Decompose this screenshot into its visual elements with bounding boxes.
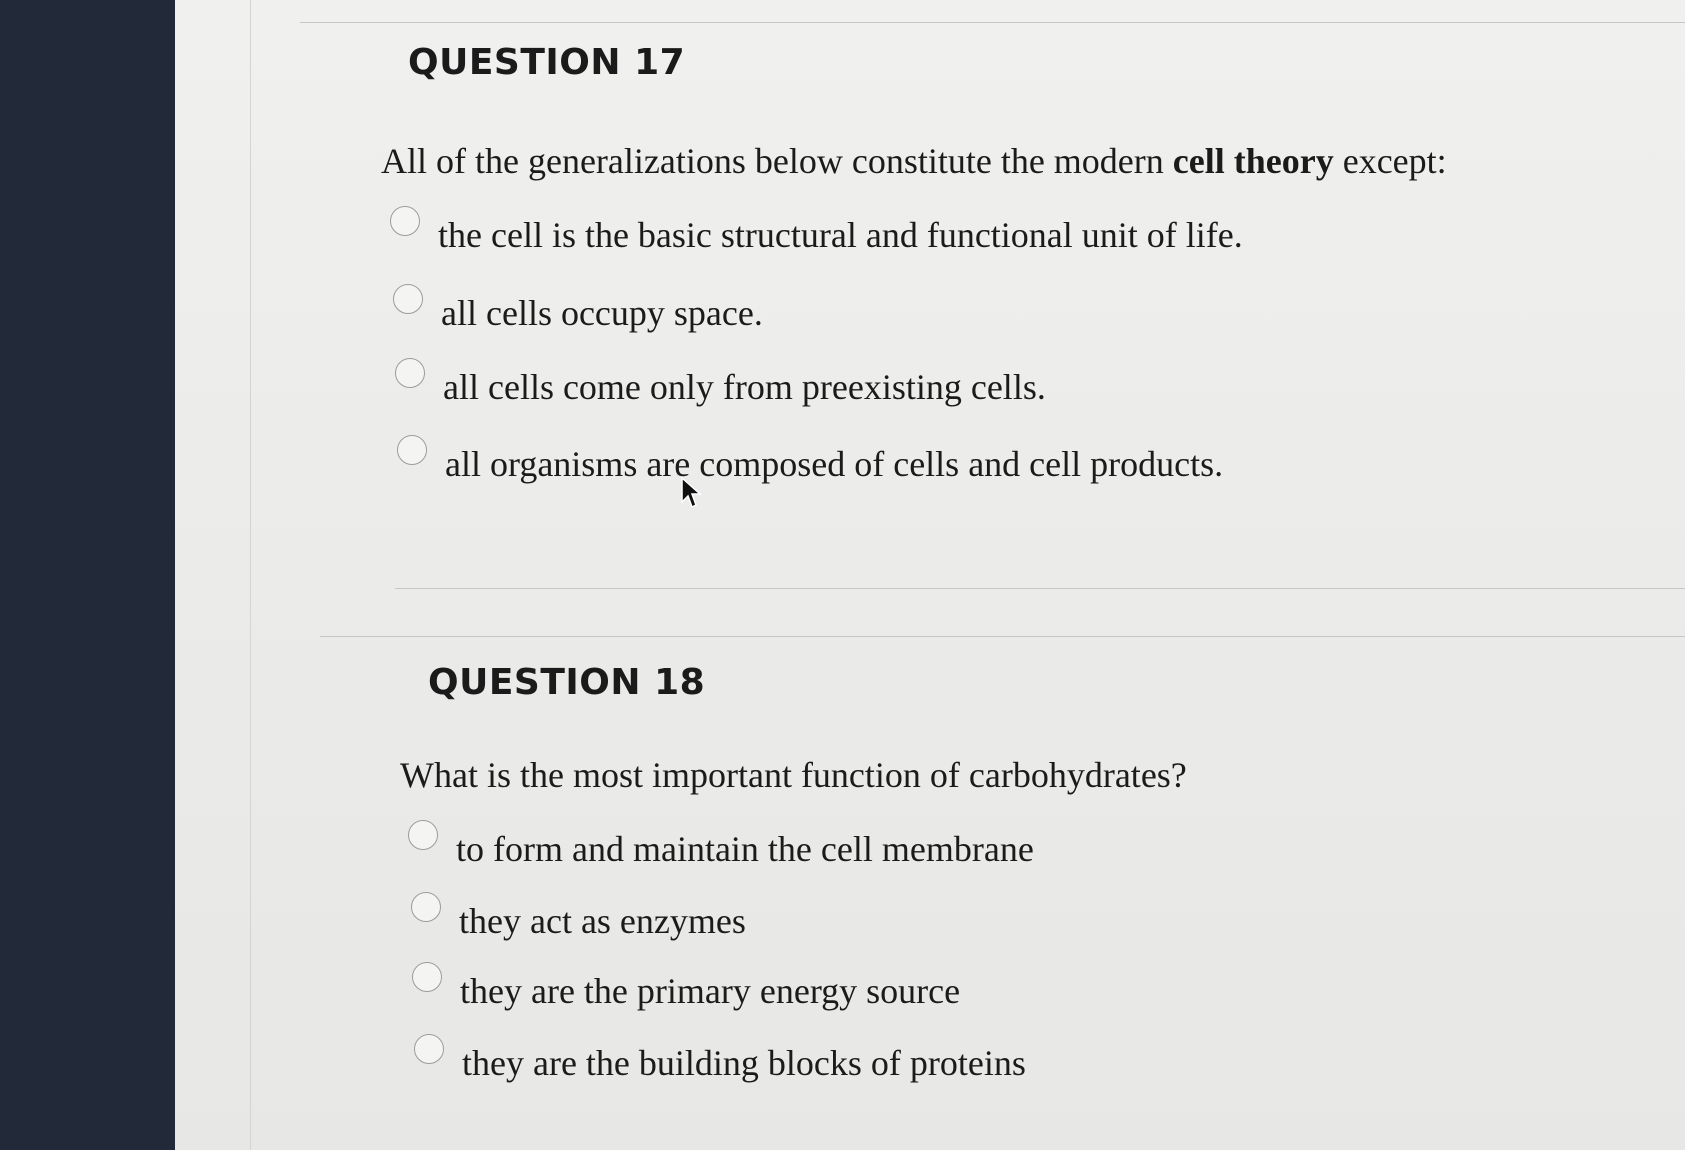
question-17-prompt-bold: cell theory — [1172, 141, 1334, 181]
option-label: all cells occupy space. — [441, 293, 763, 333]
mouse-pointer-icon — [680, 476, 704, 510]
radio-button[interactable] — [411, 892, 441, 922]
question-18-option-4[interactable] — [414, 1042, 1026, 1084]
question-18-option-3[interactable] — [412, 970, 960, 1012]
question-17-option-1[interactable] — [390, 214, 1243, 256]
question-18-option-1[interactable] — [408, 828, 1034, 870]
question-divider — [395, 588, 1685, 589]
option-label: they act as enzymes — [459, 901, 746, 941]
radio-button[interactable] — [412, 962, 442, 992]
option-label: all organisms are composed of cells and cell products. — [445, 444, 1224, 484]
question-18-prompt: What is the most important function of carbohydrates? — [400, 755, 1187, 795]
radio-button[interactable] — [397, 435, 427, 465]
question-divider — [320, 636, 1685, 637]
question-17-heading: QUESTION 17 — [408, 42, 686, 83]
radio-button[interactable] — [395, 358, 425, 388]
dark-background-panel — [0, 0, 200, 1150]
option-label: to form and maintain the cell membrane — [456, 829, 1034, 869]
question-17-option-4[interactable] — [397, 443, 1223, 485]
option-label: all cells come only from preexisting cells. — [443, 367, 1046, 407]
question-17-option-3[interactable] — [395, 366, 1046, 408]
option-label: they are the building blocks of proteins — [462, 1043, 1026, 1083]
question-divider-top — [300, 22, 1685, 23]
question-17-prompt-start: All of the generalizations below constitute the modern — [381, 141, 1173, 181]
question-18-heading: QUESTION 18 — [428, 662, 706, 703]
option-label: the cell is the basic structural and functional unit of life. — [438, 215, 1243, 255]
radio-button[interactable] — [414, 1034, 444, 1064]
question-18-option-2[interactable] — [411, 900, 746, 942]
question-17-option-2[interactable] — [393, 292, 763, 334]
radio-button[interactable] — [393, 284, 423, 314]
option-label: they are the primary energy source — [460, 971, 961, 1011]
question-17-prompt-end: except: — [1333, 141, 1447, 181]
question-17-prompt — [381, 140, 1447, 182]
radio-button[interactable] — [390, 206, 420, 236]
radio-button[interactable] — [408, 820, 438, 850]
